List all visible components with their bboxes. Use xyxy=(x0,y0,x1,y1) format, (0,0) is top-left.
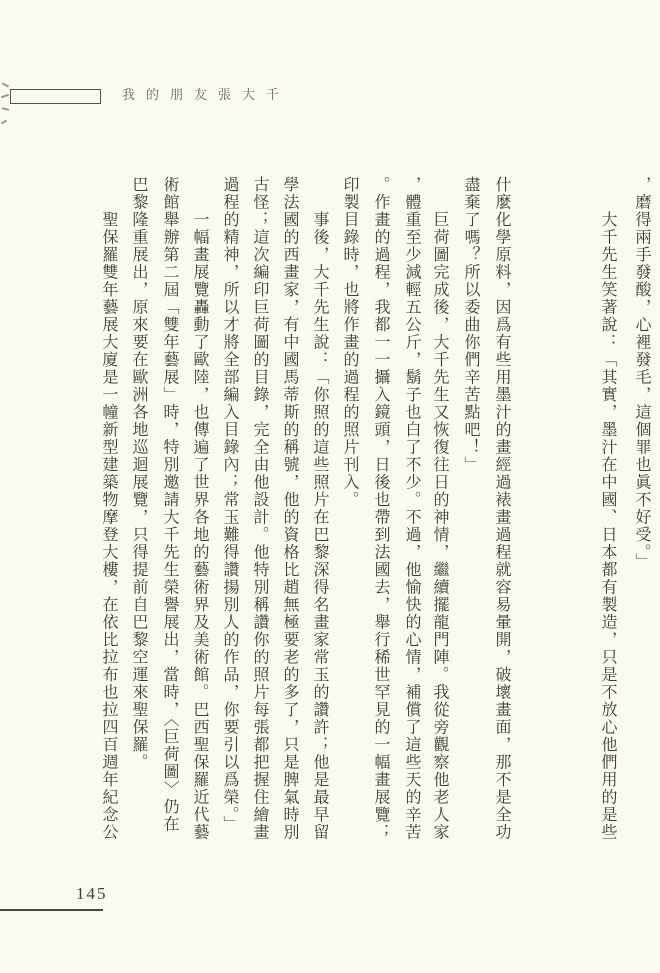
text-column: ，體重至少減輕五公斤，鬍子也白了不少。不過，他愉快的心情，補償了這些天的辛苦 xyxy=(403,176,420,841)
text-column: 巴黎隆重展出，原來要在歐洲各地巡迴展覽，只得提前自巴黎空運來聖保羅。 xyxy=(130,176,147,771)
running-header-title: 我的朋友張大千 xyxy=(122,87,291,102)
text-column: 大千先生笑著說：「其實，墨汁在中國、日本都有製造，只是不放心他們用的是些 xyxy=(599,211,616,841)
header-decoration-box xyxy=(10,89,101,104)
text-column: 什麼化學原料，因爲有些用墨汁的畫經過裱畫過程就容易暈開，破壞畫面，那不是全功 xyxy=(493,176,510,841)
page-number: 145 xyxy=(76,884,108,903)
text-column: 學法國的西畫家，有中國馬蒂斯的稱號，他的資格比趙無極要老的多了，只是脾氣時別 xyxy=(281,176,298,841)
text-column: 盡棄了嗎？所以委曲你們辛苦點吧！」 xyxy=(462,176,479,474)
scan-artifact-mark xyxy=(1,120,7,125)
text-column: ，磨得兩手發酸，心裡發毛，這個罪也眞不好受。」 xyxy=(633,176,650,571)
text-column: 事後，大千先生說：「你照的這些照片在巴黎深得名畫家常玉的讚許；他是最早留 xyxy=(311,211,328,841)
text-column: 聖保羅雙年藝展大廈是一幢新型建築物摩登大樓，在依比拉布也拉四百週年紀念公 xyxy=(100,211,117,841)
text-column: 印製目錄時，也將作畫的過程的照片刊入。 xyxy=(341,176,358,509)
text-column: 一幅畫展覽轟動了歐陸，也傳遍了世界各地的藝術界及美術館。巴西聖保羅近代藝 xyxy=(191,211,208,841)
scan-artifact-mark xyxy=(2,82,9,87)
scan-artifact-mark xyxy=(2,107,9,111)
text-column: 。作畫的過程，我都一一攝入鏡頭，日後也帶到法國去，舉行稀世罕見的一幅畫展覽； xyxy=(372,176,389,841)
text-column: 過程的精神，所以才將全部編入目錄內；常玉難得讚揚別人的作品，你要引以爲榮。」 xyxy=(221,176,238,833)
text-column: 巨荷圖完成後，大千先生又恢復往日的神情，繼續擺龍門陣。我從旁觀察他老人家 xyxy=(431,211,448,841)
scan-artifact-mark xyxy=(1,94,9,99)
page-number-rule xyxy=(0,909,103,911)
text-column: 古怪；這次編印巨荷圖的目錄，完全由他設計。他特別稱讚你的照片每張都把握住繪畫 xyxy=(251,176,268,841)
text-column: 術館舉辦第二屆「雙年藝展」時，特別邀請大千先生榮譽展出，當時，〈巨荷圖〉仍在 xyxy=(161,176,178,833)
